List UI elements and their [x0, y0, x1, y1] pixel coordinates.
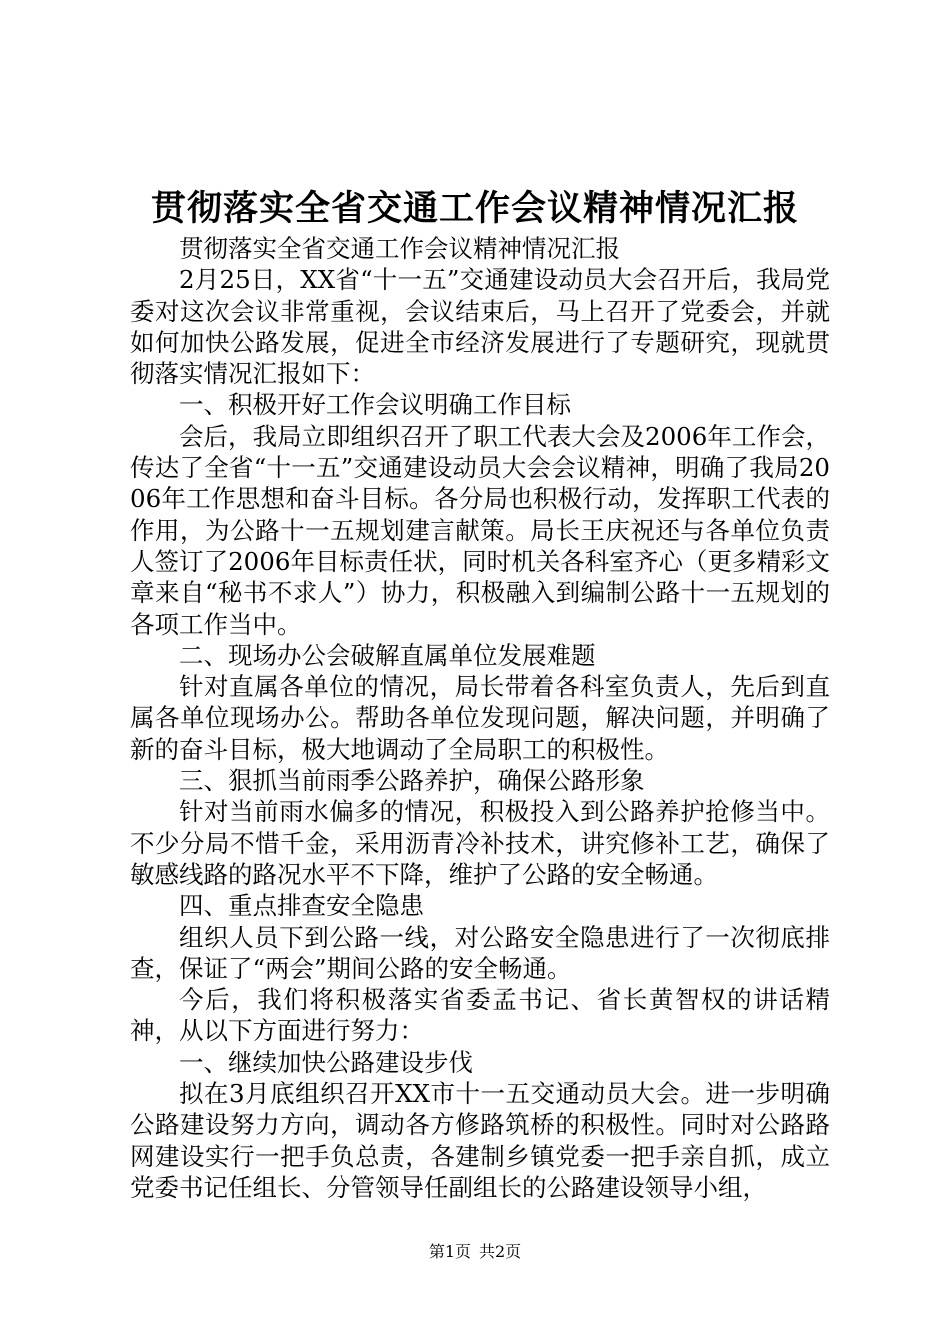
paragraph: 贯彻落实全省交通工作会议精神情况汇报	[179, 234, 620, 263]
paragraph: 会后，我局立即组织召开了职工代表大会及2006年工作会，传达了全省“十一五”交通建设动员大会会议精神，明确了我局2006年工作思想和奋斗目标。各分局也积极行动，发挥职工代表的作用，为公路十一五规划建言献策。局长王庆祝还与各单位负责人签订了2006年目标责任状，同时机关各科室齐心（更多精彩文章来自“秘书不求人”）协力，积极融入到编制公路十一五规划的各项工作当中。	[130, 421, 830, 639]
section-heading: 二、现场办公会破解直属单位发展难题	[179, 640, 596, 670]
paragraph: 今后，我们将积极落实省委孟书记、省长黄智权的讲话精神，从以下方面进行努力：	[130, 985, 830, 1046]
document-body	[130, 233, 830, 1203]
paragraph: 针对直属各单位的情况，局长带着各科室负责人，先后到直属各单位现场办公。帮助各单位发现问题，解决问题，并明确了新的奋斗目标，极大地调动了全局职工的积极性。	[130, 672, 830, 764]
paragraph: 2月25日，XX省“十一五”交通建设动员大会召开后，我局党委对这次会议非常重视，会议结束后，马上召开了党委会，并就如何加快公路发展，促进全市经济发展进行了专题研究，现就贯彻落实情况汇报如下：	[130, 265, 830, 389]
paragraph: 组织人员下到公路一线，对公路安全隐患进行了一次彻底排查，保证了“两会”期间公路的安全畅通。	[130, 922, 830, 983]
page-number: 第1页	[428, 1242, 471, 1261]
page-total: 共2页	[479, 1242, 522, 1261]
section-heading: 四、重点排查安全隐患	[179, 891, 424, 921]
document-title: 贯彻落实全省交通工作会议精神情况汇报	[150, 188, 799, 229]
paragraph: 针对当前雨水偏多的情况，积极投入到公路养护抢修当中。不少分局不惜千金，采用沥青冷补技术，讲究修补工艺，确保了敏感线路的路况水平不下降，维护了公路的安全畅通。	[130, 797, 830, 889]
section-heading: 一、继续加快公路建设步伐	[179, 1047, 473, 1077]
section-heading: 三、狠抓当前雨季公路养护，确保公路形象	[179, 766, 645, 796]
page-footer	[0, 1240, 950, 1264]
paragraph: 拟在3月底组织召开XX市十一五交通动员大会。进一步明确公路建设努力方向，调动各方修路筑桥的积极性。同时对公路路网建设实行一把手负总责，各建制乡镇党委一把手亲自抓，成立党委书记任组长、分管领导任副组长的公路建设领导小组，	[130, 1079, 830, 1202]
section-heading: 一、积极开好工作会议明确工作目标	[179, 390, 571, 420]
